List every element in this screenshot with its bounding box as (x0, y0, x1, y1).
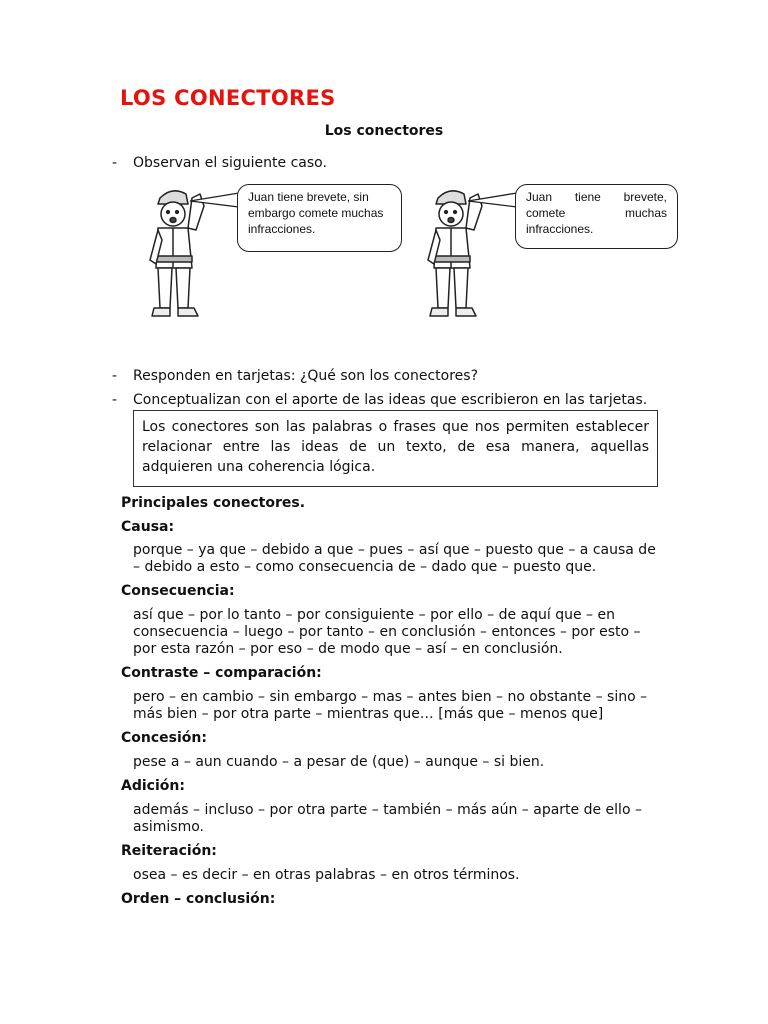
bullet-text: Observan el siguiente caso. (133, 155, 327, 171)
speech-bubble-tail (187, 190, 241, 212)
section-heading-concesion: Concesión: (121, 730, 207, 746)
section-text-adicion: además – incluso – por otra parte – también – más aún – aparte de ello – asimismo. (133, 802, 642, 835)
section-heading-consecuencia: Consecuencia: (121, 583, 235, 599)
section-heading-causa: Causa: (121, 519, 175, 535)
speech-bubble-tail (465, 190, 519, 212)
section-heading-orden: Orden – conclusión: (121, 891, 276, 907)
section-text-reiteracion: osea – es decir – en otras palabras – en otros términos. (133, 867, 520, 883)
section-text-consecuencia: así que – por lo tanto – por consiguiente – por ello – de aquí que – en consecuencia – luego – por tanto – en conclusión – entonces – por esto – por esta razón – por eso – de modo que – así – en conclusión. (133, 607, 641, 657)
section-heading-reiteracion: Reiteración: (121, 843, 217, 859)
bullet-text: Conceptualizan con el aporte de las ideas que escribieron en las tarjetas. (133, 392, 648, 408)
section-text-concesion: pese a – aun cuando – a pesar de (que) – aunque – si bien. (133, 754, 545, 770)
speech-bubble-1: Juan tiene brevete, sin embargo comete muchas infracciones. (237, 184, 402, 252)
bullet-marker: - (112, 368, 118, 384)
definition-box: Los conectores son las palabras o frases que nos permiten establecer relacionar entre las ideas de un texto, de esa manera, aquellas adquieren una coherencia lógica. (133, 410, 658, 487)
bullet-marker: - (112, 392, 118, 408)
bullet-marker: - (112, 155, 118, 171)
bullet-text: Responden en tarjetas: ¿Qué son los conectores? (133, 368, 479, 384)
bullet-respond (112, 368, 478, 384)
subtitle: Los conectores (324, 123, 444, 139)
page-title: LOS CONECTORES (120, 86, 336, 110)
bullet-observe (112, 155, 327, 171)
speech-bubble-2: Juan tiene brevete, comete muchas infracciones. (515, 184, 678, 249)
section-text-contraste: pero – en cambio – sin embargo – mas – antes bien – no obstante – sino – más bien – por otra parte – mientras que… [más que – menos que] (133, 689, 648, 722)
bullet-conceptualize (112, 392, 647, 408)
section-text-causa: porque – ya que – debido a que – pues – así que – puesto que – a causa de – debido a esto – como consecuencia de – dado que – puesto que. (133, 542, 656, 575)
connectors-heading: Principales conectores. (121, 495, 306, 511)
section-heading-adicion: Adición: (121, 778, 185, 794)
section-heading-contraste: Contraste – comparación: (121, 665, 322, 681)
